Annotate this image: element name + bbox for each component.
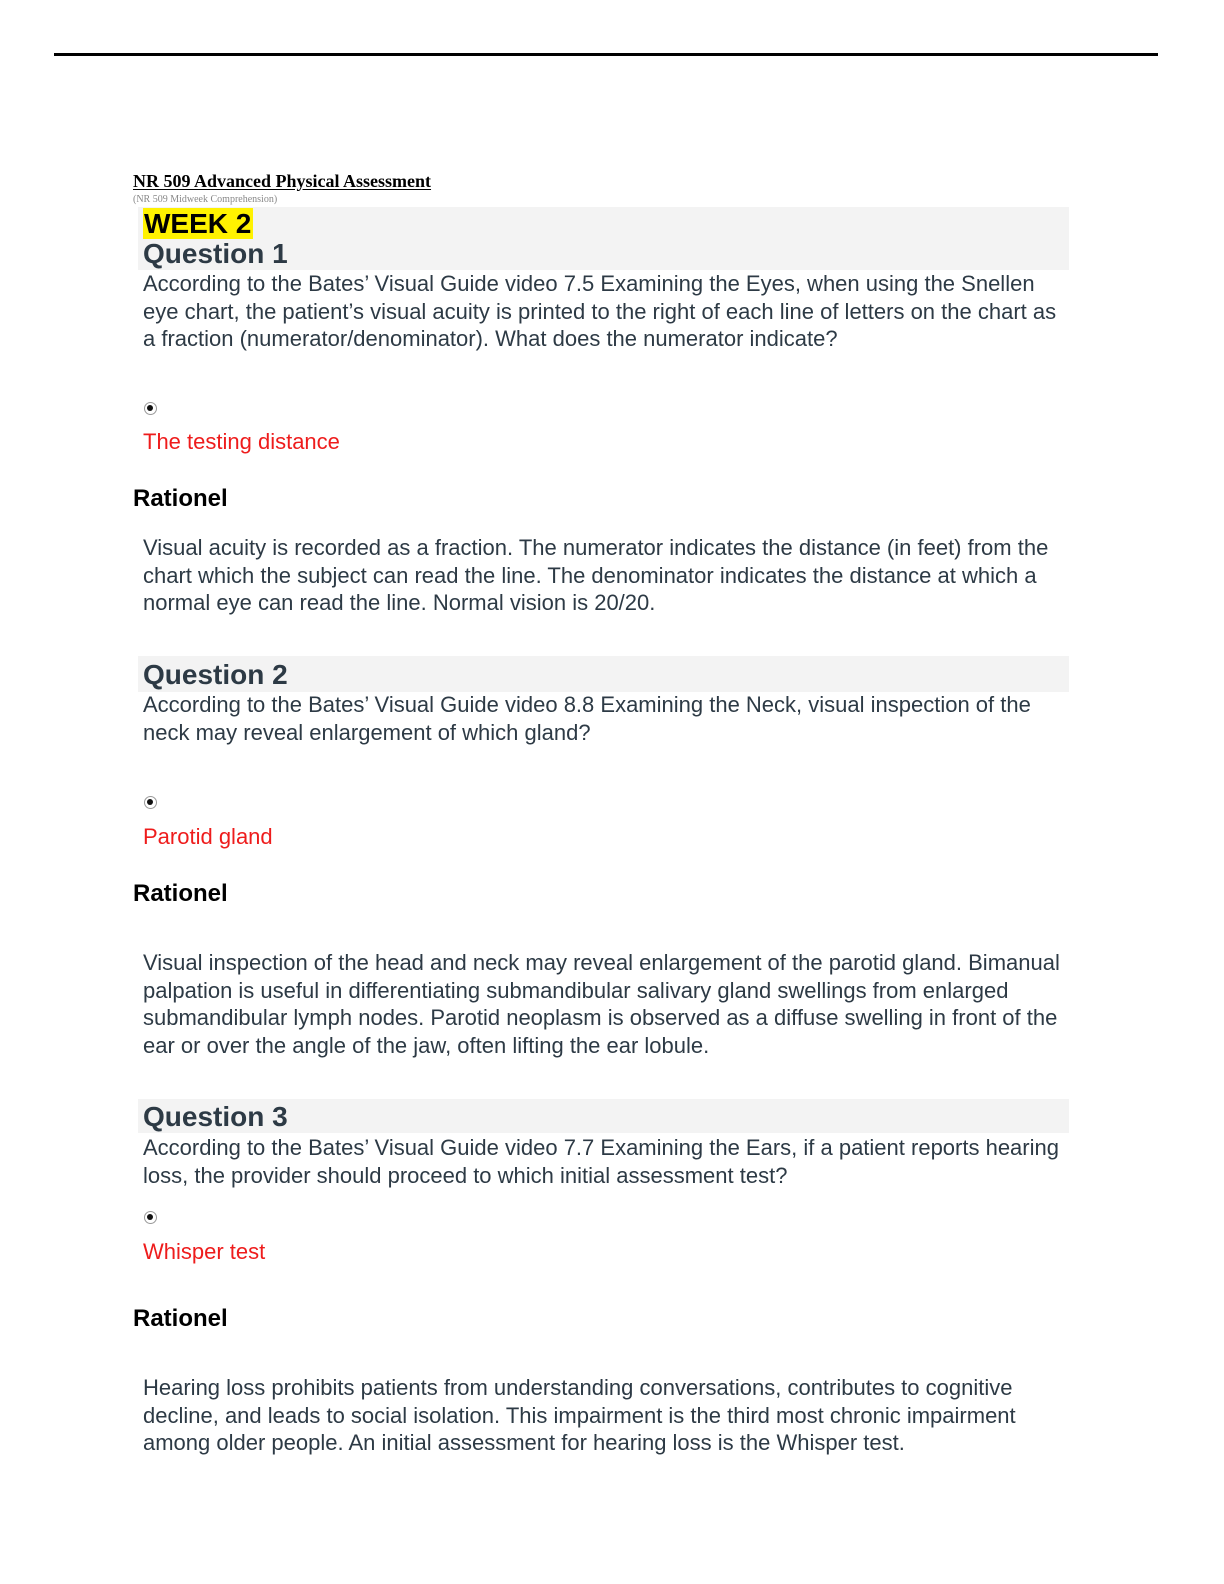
question-1-rationale: Visual acuity is recorded as a fraction. The numerator indicates the distance (in feet) from the chart which the subject can read the line. The denominator indicates the distance at which a normal eye can read the line. Normal vision is 20/20. xyxy=(143,535,1049,615)
question-2-radio-selected[interactable] xyxy=(144,796,157,809)
question-3-rationale: Hearing loss prohibits patients from understanding conversations, contributes to cognitive decline, and leads to social isolation. This impairment is the third most chronic impairment among older people. An initial assessment for hearing loss is the Whisper test. xyxy=(143,1375,1016,1455)
question-1-title: Question 1 xyxy=(143,238,288,269)
question-1-rationale-heading: Rationel xyxy=(133,485,228,512)
document-subtitle: (NR 509 Midweek Comprehension) xyxy=(133,194,278,205)
question-3-radio-selected[interactable] xyxy=(144,1211,157,1224)
week-label: WEEK 2 xyxy=(144,208,252,239)
question-2-rationale-heading: Rationel xyxy=(133,880,228,907)
question-1-radio-selected[interactable] xyxy=(144,402,157,415)
question-2-text: According to the Bates’ Visual Guide video 8.8 Examining the Neck, visual inspection of the neck may reveal enlargement of which gland? xyxy=(143,692,1031,745)
question-1-answer: The testing distance xyxy=(143,429,340,454)
question-2-rationale: Visual inspection of the head and neck may reveal enlargement of the parotid gland. Bimanual palpation is useful in differentiating submandibular salivary gland swellings from enlarged submandibular lymph nodes. Parotid neoplasm is observed as a diffuse swelling in front of the ear or over the angle of the jaw, often lifting the ear lobule. xyxy=(143,950,1060,1058)
question-3-text: According to the Bates’ Visual Guide video 7.7 Examining the Ears, if a patient reports hearing loss, the provider should proceed to which initial assessment test? xyxy=(143,1135,1059,1188)
question-2-title: Question 2 xyxy=(143,659,288,690)
question-3-rationale-heading: Rationel xyxy=(133,1305,228,1332)
question-2-answer: Parotid gland xyxy=(143,824,273,849)
question-3-title: Question 3 xyxy=(143,1101,288,1132)
question-3-answer: Whisper test xyxy=(143,1239,266,1264)
top-divider xyxy=(54,53,1158,56)
question-1-text: According to the Bates’ Visual Guide video 7.5 Examining the Eyes, when using the Snellen eye chart, the patient’s visual acuity is printed to the right of each line of letters on the chart as a fraction (numerator/denominator). What does the numerator indicate? xyxy=(143,271,1057,351)
document-title: NR 509 Advanced Physical Assessment xyxy=(133,171,432,191)
